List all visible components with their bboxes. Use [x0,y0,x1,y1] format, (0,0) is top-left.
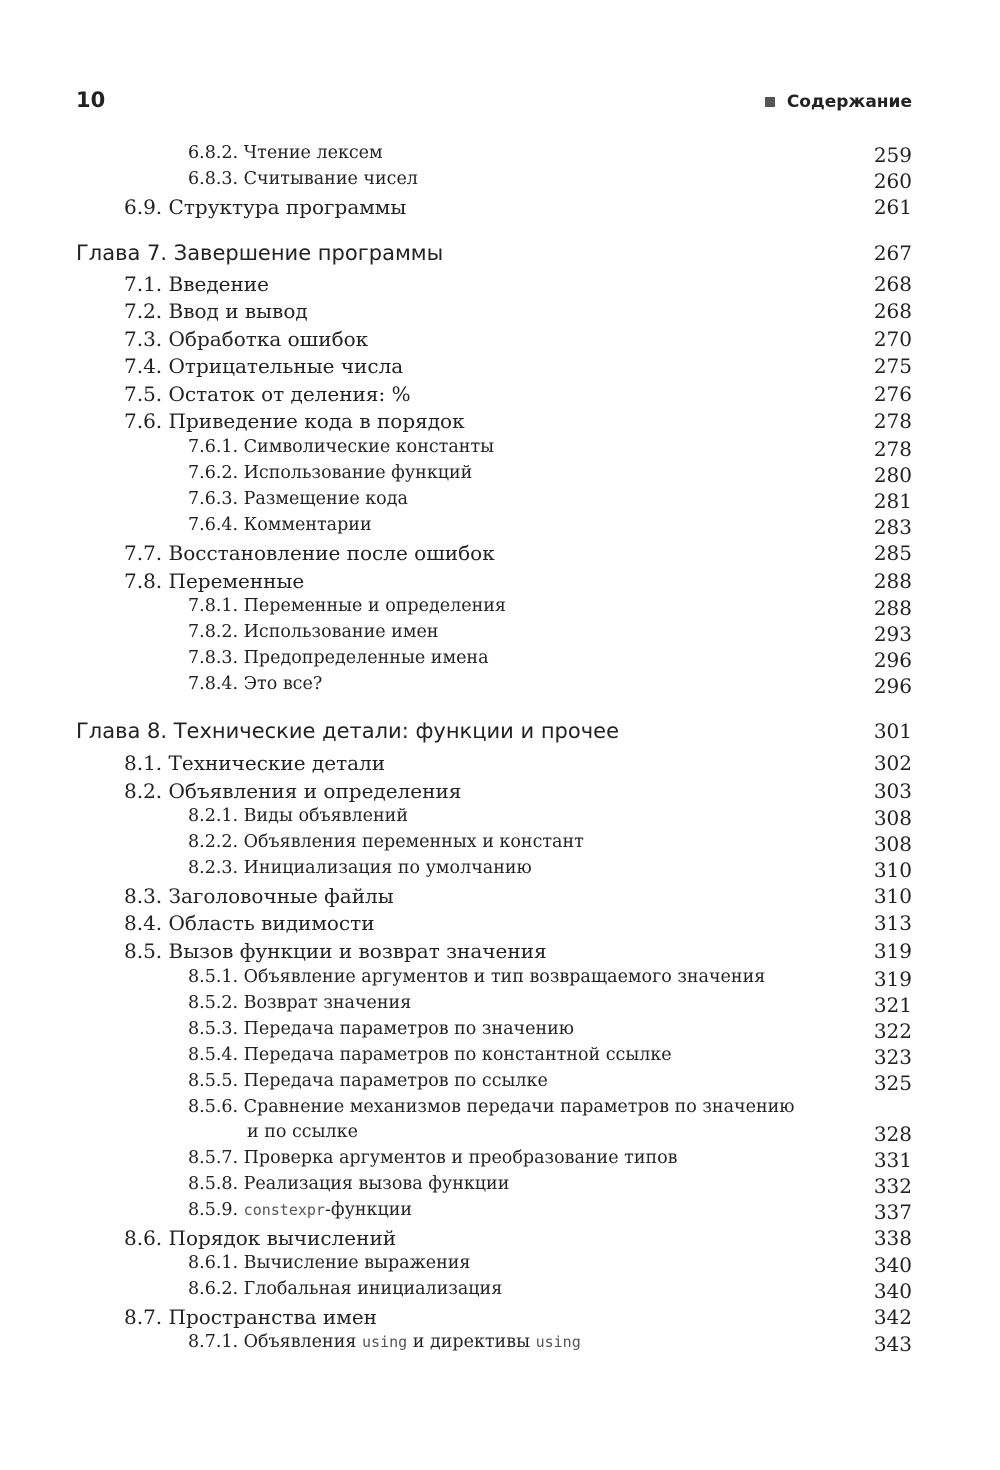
toc-entry-label: 6.8.2. Чтение лексем [188,143,383,163]
toc-entry-page: 322 [873,1019,912,1043]
toc-entry-page: 328 [873,1122,912,1146]
toc-entry-page: 308 [873,806,912,830]
toc-entry-label: 7.7. Восстановление после ошибок [124,541,495,565]
running-header-title: Содержание [786,92,912,112]
toc-entry-label: 8.6.1. Вычисление выражения [188,1253,471,1273]
toc-entry-label: 7.8.3. Предопределенные имена [188,648,489,668]
toc-entry-page: 323 [873,1045,912,1069]
toc-entry-page: 332 [873,1174,912,1198]
toc-entry-page: 296 [873,648,912,672]
toc-entry-label: 7.6.2. Использование функций [188,463,473,483]
toc-entry-label: 7.3. Обработка ошибок [124,327,369,351]
toc-entry-label: 8.3. Заголовочные файлы [124,884,394,908]
toc-chapter-label: Глава 7. Завершение программы [76,241,444,265]
toc-entry-page: 270 [873,327,912,351]
toc-entry-page: 319 [873,939,912,963]
toc-entry-label: 7.8.2. Использование имен [188,622,439,642]
toc-entry-page: 260 [873,169,912,193]
toc-chapter-label: Глава 8. Технические детали: функции и прочее [76,719,619,743]
code-keyword: using [361,1333,408,1351]
toc-entry-label: 7.8.1. Переменные и определения [188,596,506,616]
toc-entry-page: 281 [873,489,912,513]
toc-entry-label: и по ссылке [247,1122,358,1142]
toc-entry-page: 259 [873,143,912,167]
toc-entry-label: 8.2.1. Виды объявлений [188,806,409,826]
toc-entry-label: 8.2.3. Инициализация по умолчанию [188,858,532,878]
toc-entry-page: 325 [873,1071,912,1095]
toc-entry-page: 278 [873,437,912,461]
toc-entry-page: 313 [873,911,912,935]
toc-entry-page: 308 [873,832,912,856]
toc-entry-text: -функции [324,1200,413,1220]
toc-entry-label: 7.6.3. Размещение кода [188,489,408,509]
toc-entry-label: 8.2.2. Объявления переменных и констант [188,832,584,852]
toc-entry-label: 8.5.8. Реализация вызова функции [188,1174,510,1194]
toc-entry-label: 6.9. Структура программы [124,195,407,219]
toc-entry-page: 319 [873,967,912,991]
toc-entry-page: 337 [873,1200,912,1224]
toc-entry-label: 8.2. Объявления и определения [124,779,462,803]
toc-entry-label: 7.8. Переменные [124,569,305,593]
toc-entry-label [188,1332,581,1352]
toc-entry-page: 280 [873,463,912,487]
toc-entry-label: 7.5. Остаток от деления: % [124,382,411,406]
toc-entry-page: 302 [873,751,912,775]
toc-entry-page: 283 [873,515,912,539]
toc-entry-page: 288 [873,596,912,620]
toc-entry-label: 8.7. Пространства имен [124,1305,377,1329]
toc-entry-label: 8.5.3. Передача параметров по значению [188,1019,575,1039]
toc-entry-page: 343 [873,1332,912,1356]
toc-entry-page: 278 [873,409,912,433]
toc-entry-label: 8.5.1. Объявление аргументов и тип возвращаемого значения [188,967,766,987]
toc-entry-page: 310 [873,858,912,882]
toc-entry-page: 340 [873,1279,912,1303]
toc-entry-label: 6.8.3. Считывание чисел [188,169,418,189]
toc-entry-number: 8.5.9. [188,1200,239,1220]
toc-entry-label: 7.6.1. Символические константы [188,437,495,457]
toc-entry-page: 303 [873,779,912,803]
toc-entry-label: 7.6.4. Комментарии [188,515,372,535]
toc-entry-page: 296 [873,674,912,698]
toc-chapter-page: 301 [873,719,912,743]
code-keyword: constexpr [243,1201,325,1219]
toc-entry-label: 8.5.6. Сравнение механизмов передачи параметров по значению [188,1097,795,1117]
toc-entry-label: 7.2. Ввод и вывод [124,299,308,323]
toc-entry-label: 8.5.2. Возврат значения [188,993,412,1013]
toc-entry-page: 275 [873,354,912,378]
toc-chapter-page: 267 [873,241,912,265]
toc-entry-label: 7.8.4. Это все? [188,674,323,694]
toc-entry-label: 7.4. Отрицательные числа [124,354,404,378]
page-number: 10 [76,88,106,112]
toc-entry-page: 288 [873,569,912,593]
toc-entry-label: 8.1. Технические детали [124,751,386,775]
toc-entry-page: 268 [873,299,912,323]
toc-entry-page: 261 [873,195,912,219]
toc-entry-label: 7.6. Приведение кода в порядок [124,409,465,433]
toc-entry-text: и директивы [412,1332,531,1352]
toc-entry-label: 8.5.7. Проверка аргументов и преобразование типов [188,1148,678,1168]
toc-entry-page: 268 [873,272,912,296]
toc-entry-page: 331 [873,1148,912,1172]
toc-entry-label: 8.6. Порядок вычислений [124,1226,397,1250]
toc-entry-number: 8.7.1. Объявления [188,1332,357,1352]
code-keyword: using [535,1333,581,1351]
toc-entry-page: 338 [873,1226,912,1250]
toc-entry-label: 8.5.5. Передача параметров по ссылке [188,1071,548,1091]
toc-entry-page: 310 [873,884,912,908]
toc-entry-page: 293 [873,622,912,646]
toc-entry-page: 285 [873,541,912,565]
toc-entry-page: 342 [873,1305,912,1329]
toc-entry-label: 8.5.4. Передача параметров по константной ссылке [188,1045,672,1065]
running-header [765,92,912,112]
toc-entry-page: 321 [873,993,912,1017]
square-bullet-icon [765,97,775,107]
toc-entry-label: 8.6.2. Глобальная инициализация [188,1279,503,1299]
toc-entry-label: 8.4. Область видимости [124,911,375,935]
toc-entry-label [188,1200,412,1220]
toc-entry-page: 340 [873,1253,912,1277]
toc-entry-page: 276 [873,382,912,406]
toc-entry-label: 8.5. Вызов функции и возврат значения [124,939,547,963]
toc-entry-label: 7.1. Введение [124,272,269,296]
